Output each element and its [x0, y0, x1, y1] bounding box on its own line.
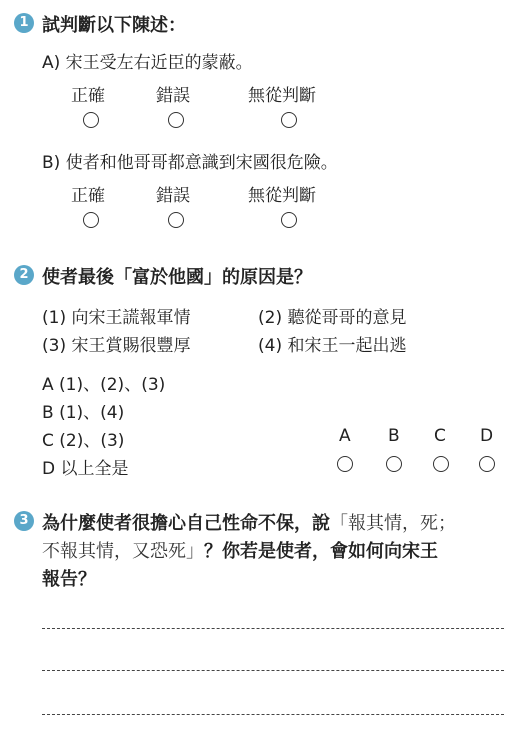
option-a-radio[interactable]	[337, 456, 353, 472]
q2-option-a: A (1)、(2)、(3)	[42, 375, 166, 395]
q2-item-3: (3) 宋王賞賜很豐厚	[42, 336, 191, 356]
statement-b-cannot-judge-radio[interactable]	[281, 212, 297, 228]
statement-b-correct-radio[interactable]	[83, 212, 99, 228]
q2-option-c: C (2)、(3)	[42, 431, 125, 451]
answer-line-3[interactable]	[42, 714, 504, 715]
question-number-badge: 1	[14, 13, 34, 33]
statement-a: A) 宋王受左右近臣的蒙蔽。	[42, 53, 253, 73]
option-b-radio[interactable]	[386, 456, 402, 472]
choice-label-cannot-judge: 無從判斷	[248, 86, 316, 106]
option-letter-d: D	[480, 426, 494, 446]
quoted-text: 不報其情，又恐死」	[42, 541, 204, 562]
statement-b: B) 使者和他哥哥都意識到宋國很危險。	[42, 153, 338, 173]
choice-label-cannot-judge: 無從判斷	[248, 186, 316, 206]
choice-label-wrong: 錯誤	[156, 86, 190, 106]
choice-label-correct: 正確	[71, 186, 105, 206]
option-letter-b: B	[388, 426, 400, 446]
statement-b-wrong-radio[interactable]	[168, 212, 184, 228]
answer-line-2[interactable]	[42, 670, 504, 671]
choice-label-correct: 正確	[71, 86, 105, 106]
statement-a-cannot-judge-radio[interactable]	[281, 112, 297, 128]
question-1-title: 試判斷以下陳述：	[42, 15, 186, 36]
q2-item-4: (4) 和宋王一起出逃	[258, 336, 407, 356]
question-3-line-3: 報告？	[42, 569, 96, 590]
q2-option-b: B (1)、(4)	[42, 403, 125, 423]
statement-a-correct-radio[interactable]	[83, 112, 99, 128]
q2-item-2: (2) 聽從哥哥的意見	[258, 308, 407, 328]
option-letter-c: C	[434, 426, 446, 446]
statement-a-wrong-radio[interactable]	[168, 112, 184, 128]
choice-label-wrong: 錯誤	[156, 186, 190, 206]
quoted-text: 「報其情，死；	[330, 513, 456, 534]
q2-item-1: (1) 向宋王謊報軍情	[42, 308, 191, 328]
q2-option-d: D 以上全是	[42, 459, 129, 479]
question-3-line-1: 為什麼使者很擔心自己性命不保，說「報其情，死；	[42, 513, 456, 534]
question-3-line-2: 不報其情，又恐死」？你若是使者，會如何向宋王	[42, 541, 438, 562]
question-2-title: 使者最後「富於他國」的原因是？	[42, 267, 312, 288]
question-number-badge: 3	[14, 511, 34, 531]
option-letter-a: A	[339, 426, 351, 446]
answer-line-1[interactable]	[42, 628, 504, 629]
question-number-badge: 2	[14, 265, 34, 285]
option-d-radio[interactable]	[479, 456, 495, 472]
option-c-radio[interactable]	[433, 456, 449, 472]
